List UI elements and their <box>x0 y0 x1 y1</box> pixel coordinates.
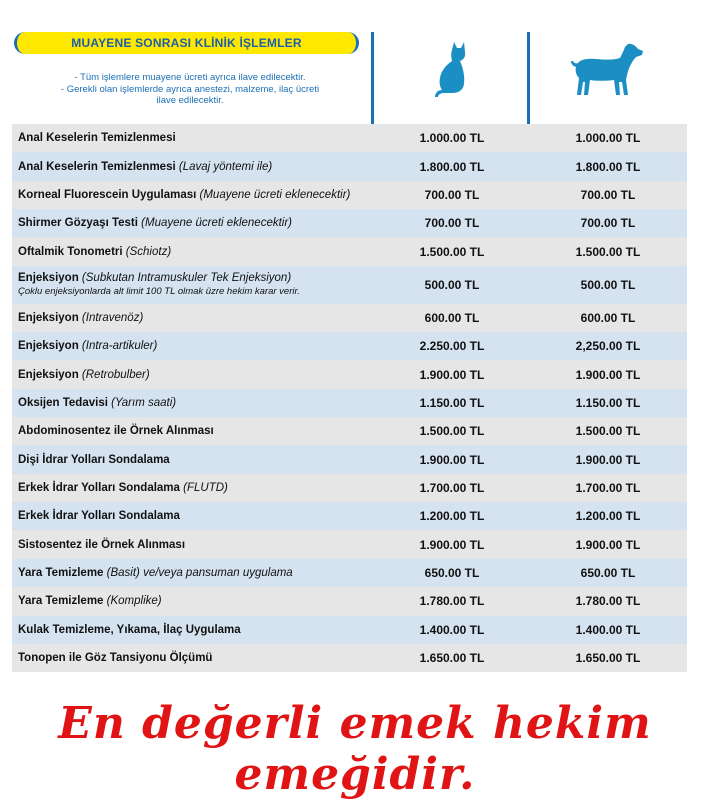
dog-price: 1.500.00 TL <box>575 424 641 439</box>
cat-icon <box>432 38 472 98</box>
procedure-name <box>18 559 368 587</box>
dog-price: 700.00 TL <box>580 187 636 202</box>
dog-price: 1.780.00 TL <box>575 594 641 609</box>
procedure-main: Shirmer Gözyaşı Testi <box>18 217 138 230</box>
table-row <box>12 266 687 304</box>
procedure-name <box>18 237 368 265</box>
procedure-note: (Yarım saati) <box>111 396 177 409</box>
cat-price: 1.650.00 TL <box>419 651 485 666</box>
dog-price: 700.00 TL <box>580 216 636 231</box>
procedure-name <box>18 181 368 209</box>
procedure-note: (FLUTD) <box>183 481 228 494</box>
procedure-note: (Retrobulber) <box>81 368 150 381</box>
table-row <box>12 587 687 615</box>
cat-price: 1.150.00 TL <box>419 395 485 410</box>
procedure-main: Tonopen ile Göz Tansiyonu Ölçümü <box>18 652 213 665</box>
table-row <box>12 360 687 388</box>
dog-price: 500.00 TL <box>580 277 636 292</box>
note-line: - Gerekli olan işlemlerde ayrıca anestezi, malzeme, ilaç ücreti ilave edilecektir. <box>60 83 320 106</box>
procedure-name <box>18 124 368 152</box>
procedure-name <box>18 445 368 473</box>
procedure-main: Erkek İdrar Yolları Sondalama <box>18 481 180 494</box>
procedure-name <box>18 266 368 304</box>
cat-price: 1.200.00 TL <box>419 509 485 524</box>
procedure-name <box>18 474 368 502</box>
table-row <box>12 389 687 417</box>
procedure-main: Anal Keselerin Temizlenmesi <box>18 132 176 145</box>
procedure-name <box>18 389 368 417</box>
procedure-note: (Muayene ücreti eklenecektir) <box>141 217 292 230</box>
procedure-note: (Basit) <box>106 566 140 579</box>
table-row <box>12 445 687 473</box>
procedure-main: Dişi İdrar Yolları Sondalama <box>18 453 170 466</box>
cat-price: 1.800.00 TL <box>419 159 485 174</box>
dog-price: 1.000.00 TL <box>575 131 641 146</box>
dog-price: 600.00 TL <box>580 310 636 325</box>
procedure-note: (Muayene ücreti eklenecektir) <box>199 188 351 201</box>
table-row <box>12 304 687 332</box>
dog-price: 1.900.00 TL <box>575 452 641 467</box>
dog-price: 650.00 TL <box>580 565 636 580</box>
dog-icon <box>570 40 645 100</box>
procedure-main: Oftalmik Tonometri <box>18 245 123 258</box>
cat-price: 1.900.00 TL <box>419 537 485 552</box>
cat-price: 1.400.00 TL <box>419 622 485 637</box>
cat-price: 1.500.00 TL <box>419 244 485 259</box>
header-banner <box>14 32 359 54</box>
procedure-main: Korneal Fluorescein Uygulaması <box>18 188 197 201</box>
dog-price: 1.700.00 TL <box>575 480 641 495</box>
cat-price: 700.00 TL <box>424 187 480 202</box>
dog-price: 1.150.00 TL <box>575 395 641 410</box>
cat-price: 1.500.00 TL <box>419 424 485 439</box>
procedure-note: (Intravenöz) <box>81 311 144 324</box>
note-line: - Tüm işlemlere muayene ücreti ayrıca ilave edilecektir. <box>74 72 306 83</box>
procedure-main: Oksijen Tedavisi <box>18 396 108 409</box>
price-table <box>12 124 687 672</box>
table-row <box>12 209 687 237</box>
procedure-name <box>18 360 368 388</box>
procedure-name <box>18 616 368 644</box>
procedure-name <box>18 587 368 615</box>
procedure-main: Yara Temizleme <box>18 566 104 579</box>
cat-price: 1.000.00 TL <box>419 131 485 146</box>
cat-price: 1.900.00 TL <box>419 367 485 382</box>
cat-price: 1.900.00 TL <box>419 452 485 467</box>
procedure-name <box>18 152 368 180</box>
cat-price: 500.00 TL <box>424 277 480 292</box>
cat-price: 1.780.00 TL <box>419 594 485 609</box>
cat-price: 700.00 TL <box>424 216 480 231</box>
procedure-subnote: Çoklu enjeksiyonlarda alt limit 100 TL olmak üzre hekim karar verir. <box>18 286 300 298</box>
procedure-note: (Lavaj yöntemi ile) <box>178 160 273 173</box>
procedure-extra: ve/veya pansuman uygulama <box>143 566 293 579</box>
procedure-main: Anal Keselerin Temizlenmesi <box>18 160 176 173</box>
slogan: En değerli emek hekim emeğidir. <box>58 698 652 800</box>
procedure-main: Enjeksiyon <box>18 311 79 324</box>
table-row <box>12 181 687 209</box>
dog-price: 1.900.00 TL <box>575 367 641 382</box>
table-row <box>12 502 687 530</box>
procedure-name <box>18 530 368 558</box>
procedure-name <box>18 417 368 445</box>
cat-price: 1.700.00 TL <box>419 480 485 495</box>
dog-price: 1.500.00 TL <box>575 244 641 259</box>
procedure-note: (Komplike) <box>106 595 162 608</box>
table-row <box>12 559 687 587</box>
table-row <box>12 237 687 265</box>
cat-price: 600.00 TL <box>424 310 480 325</box>
table-row <box>12 644 687 672</box>
dog-price: 1.800.00 TL <box>575 159 641 174</box>
table-row <box>12 616 687 644</box>
table-row <box>12 530 687 558</box>
procedure-note: (Subkutan Intramuskuler Tek Enjeksiyon) <box>81 272 292 285</box>
cat-price: 2.250.00 TL <box>419 339 485 354</box>
procedure-main: Enjeksiyon <box>18 340 79 353</box>
procedure-main: Abdominosentez ile Örnek Alınması <box>18 425 214 438</box>
procedure-name <box>18 209 368 237</box>
notes <box>30 72 350 107</box>
procedure-main: Enjeksiyon <box>18 368 79 381</box>
table-row <box>12 332 687 360</box>
procedure-main: Enjeksiyon <box>18 272 79 285</box>
procedure-name <box>18 304 368 332</box>
procedure-name <box>18 644 368 672</box>
table-row <box>12 124 687 152</box>
page-title: MUAYENE SONRASI KLİNİK İŞLEMLER <box>71 36 302 50</box>
procedure-main: Sistosentez ile Örnek Alınması <box>18 538 186 551</box>
procedure-note: (Schiotz) <box>125 245 172 258</box>
procedure-name <box>18 502 368 530</box>
procedure-main: Kulak Temizleme, Yıkama, İlaç Uygulama <box>18 623 241 636</box>
procedure-note: (Intra-artikuler) <box>81 340 158 353</box>
dog-price: 2,250.00 TL <box>575 339 641 354</box>
table-row <box>12 417 687 445</box>
dog-price: 1.650.00 TL <box>575 651 641 666</box>
cat-price: 650.00 TL <box>424 565 480 580</box>
dog-price: 1.400.00 TL <box>575 622 641 637</box>
procedure-name <box>18 332 368 360</box>
table-row <box>12 474 687 502</box>
table-row <box>12 152 687 180</box>
dog-price: 1.200.00 TL <box>575 509 641 524</box>
procedure-main: Erkek İdrar Yolları Sondalama <box>18 510 180 523</box>
procedure-main: Yara Temizleme <box>18 595 104 608</box>
dog-price: 1.900.00 TL <box>575 537 641 552</box>
